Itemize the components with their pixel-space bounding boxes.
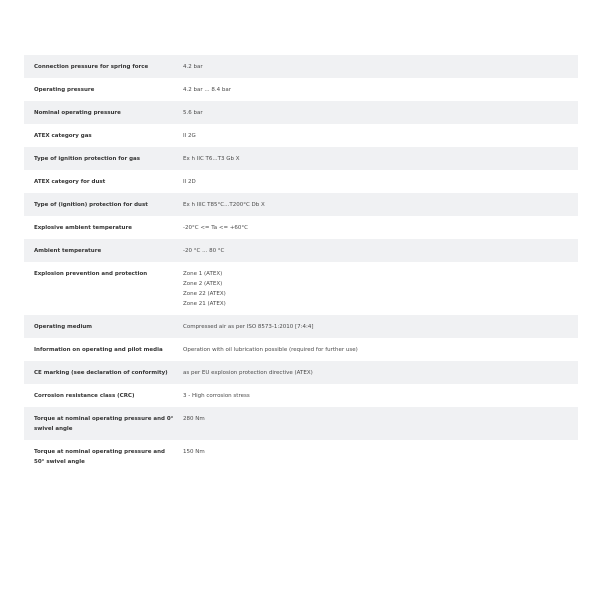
- spec-value: [183, 447, 570, 457]
- spec-value-line: as per EU explosion protection directive (ATEX): [183, 370, 313, 376]
- spec-value: [183, 177, 570, 187]
- spec-row: [24, 361, 578, 384]
- spec-value: [183, 269, 570, 309]
- spec-table: [24, 55, 578, 473]
- spec-label: Torque at nominal operating pressure and 0° swivel angle: [34, 416, 174, 432]
- spec-value-line: -20 °C ... 80 °C: [183, 248, 225, 254]
- spec-value: [183, 391, 570, 401]
- spec-row: [24, 239, 578, 262]
- spec-value-line: Zone 1 (ATEX): [183, 271, 223, 277]
- spec-label: Type of (ignition) protection for dust: [34, 202, 148, 208]
- spec-value-line: 5.6 bar: [183, 110, 203, 116]
- spec-value: [183, 368, 570, 378]
- spec-label: Operating pressure: [34, 87, 95, 93]
- spec-row: [24, 440, 578, 473]
- spec-value-line: 150 Nm: [183, 449, 205, 455]
- spec-row: [24, 193, 578, 216]
- spec-value-line: Compressed air as per ISO 8573-1:2010 [7:4:4]: [183, 324, 314, 330]
- spec-label: ATEX category for dust: [34, 179, 106, 185]
- spec-value: [183, 85, 570, 95]
- spec-value: [183, 345, 570, 355]
- spec-value-line: Zone 22 (ATEX): [183, 291, 226, 297]
- spec-value: [183, 246, 570, 256]
- spec-label: Information on operating and pilot media: [34, 347, 163, 353]
- spec-value: [183, 62, 570, 72]
- spec-label: Explosion prevention and protection: [34, 271, 148, 277]
- spec-row: [24, 216, 578, 239]
- spec-value: [183, 131, 570, 141]
- spec-row: [24, 55, 578, 78]
- spec-value: [183, 200, 570, 210]
- spec-row: [24, 170, 578, 193]
- spec-label: Connection pressure for spring force: [34, 64, 149, 70]
- spec-value: [183, 223, 570, 233]
- spec-value-line: II 2G: [183, 133, 196, 139]
- spec-label: Corrosion resistance class (CRC): [34, 393, 135, 399]
- spec-value-line: 4.2 bar: [183, 64, 203, 70]
- spec-row: [24, 338, 578, 361]
- spec-row: [24, 407, 578, 440]
- spec-value-line: Zone 21 (ATEX): [183, 301, 226, 307]
- spec-value-line: Ex h IIIC T85°C...T200°C Db X: [183, 202, 265, 208]
- spec-value-line: 280 Nm: [183, 416, 205, 422]
- spec-label: Operating medium: [34, 324, 92, 330]
- spec-row: [24, 315, 578, 338]
- spec-value: [183, 414, 570, 424]
- spec-value-line: 4.2 bar ... 8.4 bar: [183, 87, 231, 93]
- spec-row: [24, 147, 578, 170]
- spec-label: Nominal operating pressure: [34, 110, 121, 116]
- spec-value: [183, 154, 570, 164]
- spec-value-line: 3 - High corrosion stress: [183, 393, 250, 399]
- spec-label: CE marking (see declaration of conformity): [34, 370, 168, 376]
- spec-row: [24, 262, 578, 315]
- spec-label: Torque at nominal operating pressure and 50° swivel angle: [34, 449, 165, 465]
- spec-row: [24, 384, 578, 407]
- spec-label: Type of ignition protection for gas: [34, 156, 140, 162]
- spec-value-line: Zone 2 (ATEX): [183, 281, 223, 287]
- spec-value-line: -20°C <= Ta <= +60°C: [183, 225, 249, 231]
- spec-value-line: Operation with oil lubrication possible (required for further use): [183, 347, 358, 353]
- spec-value-line: Ex h IIC T6...T3 Gb X: [183, 156, 240, 162]
- spec-row: [24, 78, 578, 101]
- spec-label: ATEX category gas: [34, 133, 92, 139]
- spec-row: [24, 124, 578, 147]
- spec-value: [183, 108, 570, 118]
- spec-value-line: II 2D: [183, 179, 196, 185]
- spec-value: [183, 322, 570, 332]
- spec-label: Explosive ambient temperature: [34, 225, 132, 231]
- spec-label: Ambient temperature: [34, 248, 102, 254]
- spec-row: [24, 101, 578, 124]
